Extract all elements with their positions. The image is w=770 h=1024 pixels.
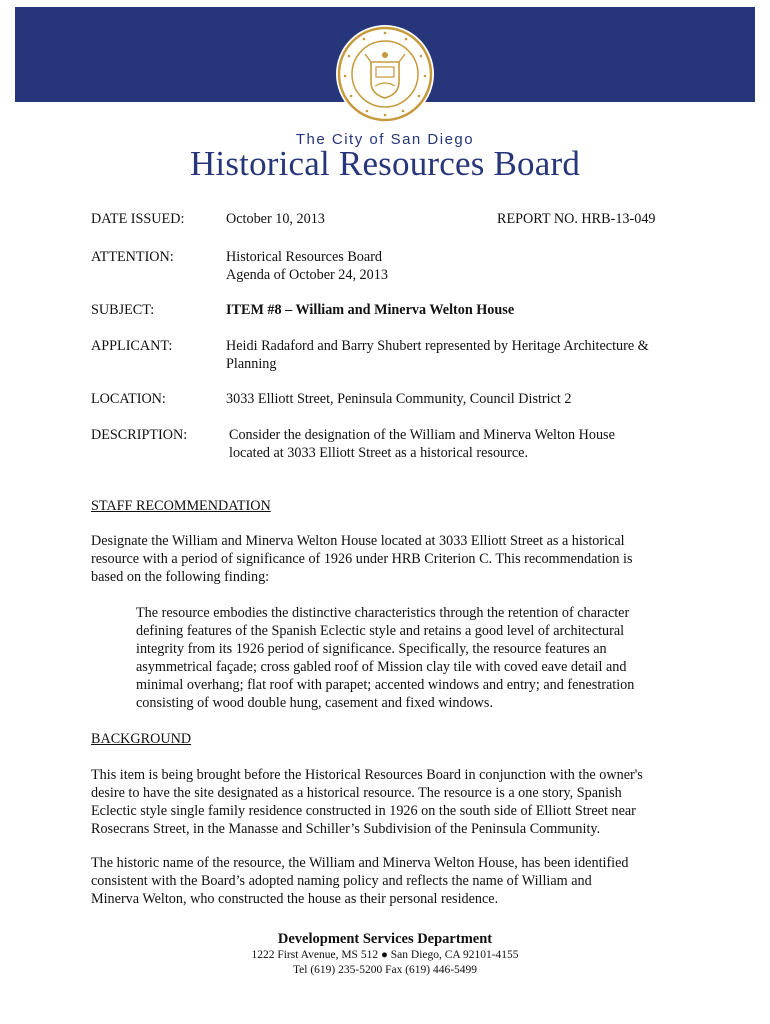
- footer-phone: Tel (619) 235-5200 Fax (619) 446-5499: [292, 964, 478, 976]
- text-line: The historic name of the resource, the William and Minerva Welton House, has been identified: [91, 855, 629, 871]
- text-line: integrity from its 1926 period of significance. Specifically, the resource features an: [136, 641, 607, 657]
- city-name: The City of San Diego: [295, 131, 475, 148]
- text-line: consisting of wood double hung, casement and fixed windows.: [136, 695, 493, 711]
- board-title: Historical Resources Board: [189, 144, 581, 183]
- text-line: The resource embodies the distinctive characteristics through the retention of character: [136, 605, 630, 621]
- description-label: DESCRIPTION:: [91, 427, 188, 443]
- text-line: Eclectic style single family residence constructed in 1926 on the south side of Elliott Street near: [91, 803, 636, 819]
- description-line-1: Consider the designation of the William and Minerva Welton House: [229, 427, 615, 443]
- applicant-line-2: Planning: [226, 356, 277, 372]
- text-line: desire to have the site designated as a historical resource. The resource is a one story, Spanish: [91, 785, 622, 801]
- text-line: minimal overhang; flat roof with parapet; accented windows and entry; and fenestration: [136, 677, 635, 693]
- text-line: defining features of the Spanish Eclectic style and retains a good level of architectural: [136, 623, 625, 639]
- background-paragraph-1: [91, 766, 691, 838]
- date-issued-value: October 10, 2013: [226, 211, 325, 227]
- location-value: 3033 Elliott Street, Peninsula Community, Council District 2: [226, 391, 572, 407]
- applicant-label: APPLICANT:: [91, 338, 173, 354]
- text-line: resource with a period of significance of 1926 under HRB Criterion C. This recommendation is: [91, 551, 633, 567]
- staff-recommendation-text: [91, 532, 691, 586]
- text-line: Minerva Welton, who constructed the house as their personal residence.: [91, 891, 499, 907]
- text-line: Designate the William and Minerva Welton House located at 3033 Elliott Street as a historical: [91, 533, 625, 549]
- text-line: consistent with the Board’s adopted naming policy and reflects the name of William and: [91, 873, 592, 889]
- staff-recommendation-heading: STAFF RECOMMENDATION: [91, 498, 271, 514]
- text-line: This item is being brought before the Historical Resources Board in conjunction with the owner's: [91, 767, 643, 783]
- report-number: REPORT NO. HRB-13-049: [497, 211, 656, 227]
- attention-label: ATTENTION:: [91, 249, 174, 265]
- subject-value: ITEM #8 – William and Minerva Welton House: [226, 302, 515, 318]
- subject-label: SUBJECT:: [91, 302, 155, 318]
- footer-department: Development Services Department: [277, 931, 493, 947]
- footer-address: 1222 First Avenue, MS 512 ● San Diego, CA 92101-4155: [251, 949, 519, 961]
- location-label: LOCATION:: [91, 391, 166, 407]
- text-line: asymmetrical façade; cross gabled roof of Mission clay tile with coved eave detail and: [136, 659, 627, 675]
- date-issued-label: DATE ISSUED:: [91, 211, 185, 227]
- city-seal-logo: [335, 24, 435, 124]
- text-line: based on the following finding:: [91, 569, 270, 585]
- background-heading: BACKGROUND: [91, 731, 192, 747]
- attention-line-2: Agenda of October 24, 2013: [226, 267, 388, 283]
- background-paragraph-2: [91, 854, 691, 908]
- text-line: Rosecrans Street, in the Manasse and Schiller’s Subdivision of the Peninsula Community.: [91, 821, 601, 837]
- applicant-line-1: Heidi Radaford and Barry Shubert represented by Heritage Architecture &: [226, 338, 649, 354]
- description-line-2: located at 3033 Elliott Street as a historical resource.: [229, 445, 529, 461]
- attention-line-1: Historical Resources Board: [226, 249, 383, 265]
- finding-quote: [136, 604, 736, 712]
